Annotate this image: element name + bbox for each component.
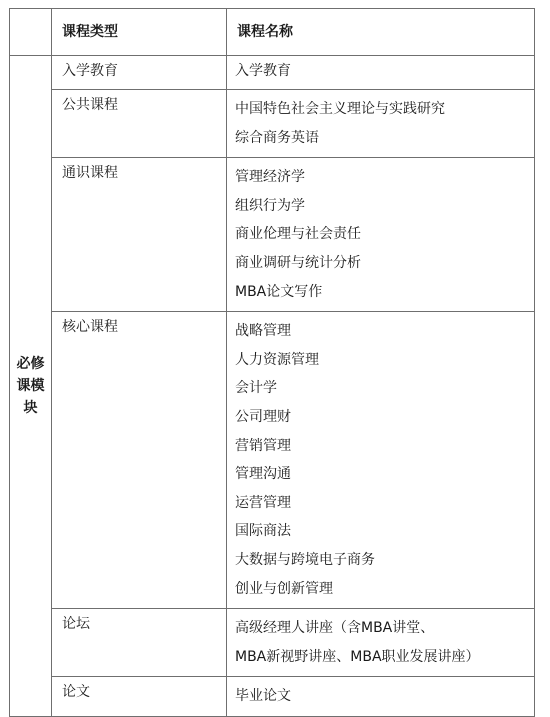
table-row — [10, 677, 535, 717]
course-name: 管理沟通 — [235, 466, 291, 483]
course-name: 入学教育 — [235, 63, 291, 79]
course-names-cell — [227, 56, 535, 90]
course-type-cell — [52, 90, 227, 158]
course-name: 创业与创新管理 — [235, 580, 333, 597]
course-name: 组织行为学 — [235, 197, 305, 214]
module-label-cell — [10, 56, 52, 717]
course-name: 高级经理人讲座（含MBA讲堂、 — [235, 620, 435, 637]
course-name: 公司理财 — [235, 408, 291, 425]
header-row — [10, 9, 535, 56]
course-name: 大数据与跨境电子商务 — [235, 551, 375, 568]
course-name: MBA论文写作 — [235, 283, 323, 300]
course-type-label: 公共课程 — [62, 97, 118, 113]
course-names-cell — [227, 312, 535, 609]
course-names-cell — [227, 90, 535, 158]
course-names-cell — [227, 677, 535, 717]
table-row — [10, 90, 535, 158]
header-type-cell — [52, 9, 227, 56]
course-type-label: 论文 — [62, 684, 90, 701]
course-name: 会计学 — [235, 380, 277, 397]
course-name: 运营管理 — [235, 494, 291, 511]
course-type-cell — [52, 312, 227, 609]
course-name: 综合商务英语 — [235, 129, 319, 146]
course-name: 营销管理 — [235, 437, 291, 454]
course-type-label: 论坛 — [62, 616, 90, 633]
module-label-line: 课模 — [16, 377, 45, 394]
course-type-label: 核心课程 — [62, 319, 118, 336]
header-name-label: 课程名称 — [237, 24, 293, 40]
course-names-cell — [227, 609, 535, 677]
table-row — [10, 609, 535, 677]
header-name-cell — [227, 9, 535, 56]
course-type-label: 通识课程 — [62, 165, 118, 182]
course-name: 管理经济学 — [235, 169, 305, 186]
course-type-label: 入学教育 — [62, 63, 118, 79]
table-row — [10, 56, 535, 90]
module-label-line: 必修 — [16, 355, 45, 372]
course-name: 商业伦理与社会责任 — [235, 226, 361, 243]
course-name: 战略管理 — [235, 323, 291, 340]
header-type-label: 课程类型 — [62, 24, 118, 40]
course-name: 中国特色社会主义理论与实践研究 — [235, 101, 445, 117]
course-name: 国际商法 — [235, 523, 291, 540]
course-type-cell — [52, 609, 227, 677]
header-empty-cell — [10, 9, 52, 56]
course-name: 商业调研与统计分析 — [235, 254, 361, 271]
course-name: 毕业论文 — [235, 688, 291, 705]
course-type-cell — [52, 56, 227, 90]
table-row — [10, 312, 535, 609]
course-name: 人力资源管理 — [235, 351, 319, 368]
module-label-line: 块 — [23, 399, 38, 416]
table-row — [10, 158, 535, 312]
course-table — [9, 8, 535, 717]
course-type-cell — [52, 158, 227, 312]
course-names-cell — [227, 158, 535, 312]
course-name: MBA新视野讲座、MBA职业发展讲座） — [235, 648, 480, 665]
course-type-cell — [52, 677, 227, 717]
